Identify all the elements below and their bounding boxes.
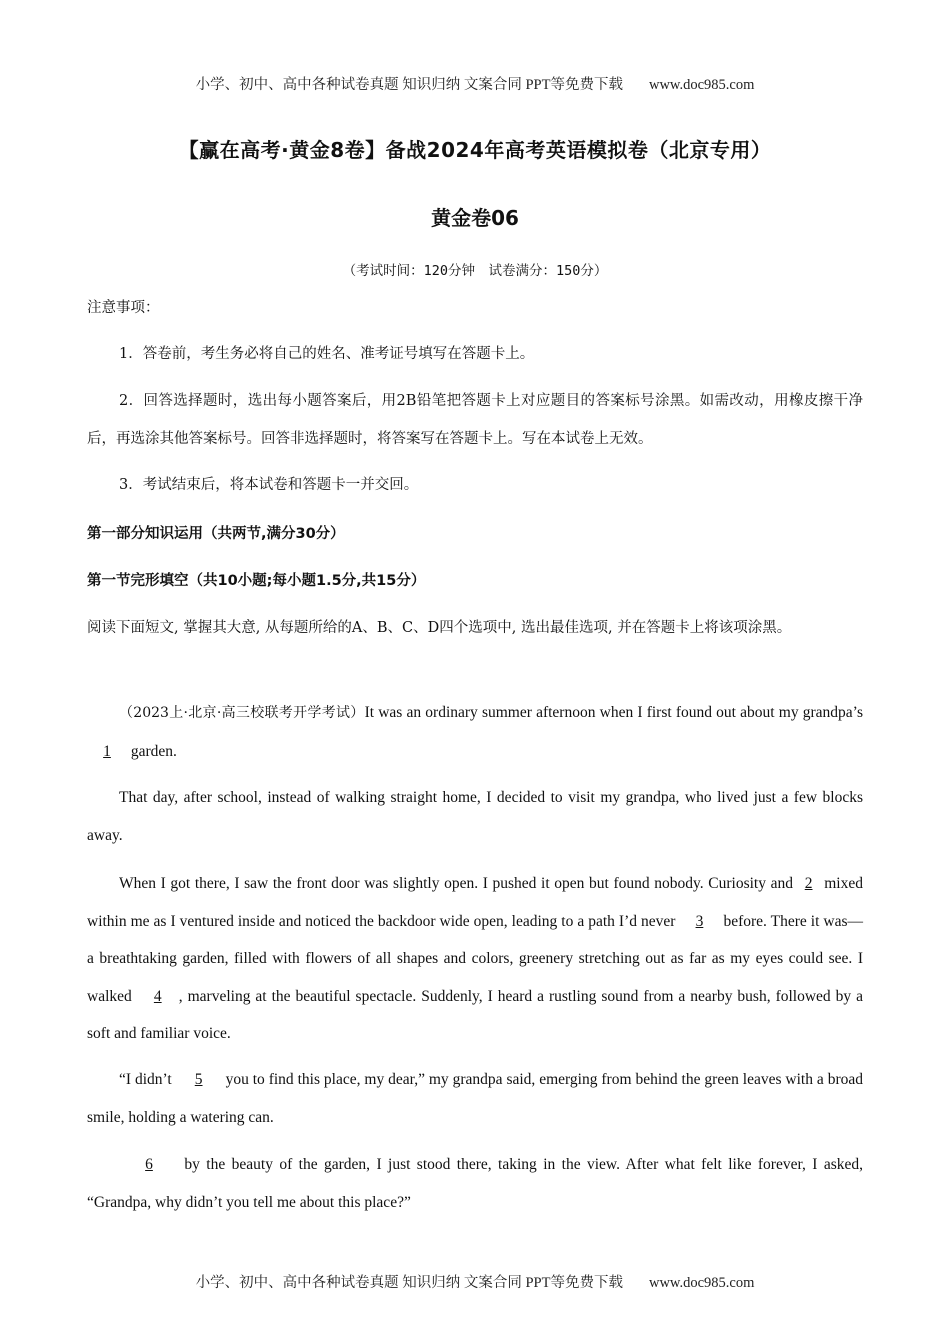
passage-paragraph-3: When I got there, I saw the front door was slightly open. I pushed it open but found nobody. Curiosity and 2 mixed within me as I ventured inside and noticed the backdoor wide open, leading to a path I’d never 3 before. There it was—a breathtaking garden, filled with flowers of all shapes and colors, greenery stretching out as far as my eyes could see. I walked 4 , marveling at the beautiful spectacle. Suddenly, I heard a rustling sound from a nearby bush, followed by a soft and familiar voice.	[87, 865, 863, 1053]
blank-5: 5	[194, 1071, 203, 1088]
paper-title: 【赢在高考·黄金8卷】备战2024年高考英语模拟卷（北京专用）	[178, 138, 772, 162]
blank-2: 2	[804, 875, 813, 892]
page-footer	[0, 1271, 950, 1292]
footer-text: 小学、初中、高中各种试卷真题 知识归纳 文案合同 PPT等免费下载	[195, 1275, 623, 1291]
passage-paragraph-1: （2023上·北京·高三校联考开学考试）It was an ordinary summer afternoon when I first found out about my grandpa’s 1 garden.	[87, 694, 863, 770]
notice-item-2: 2．回答选择题时，选出每小题答案后，用2B铅笔把答题卡上对应题目的答案标号涂黑。如需改动，用橡皮擦干净后，再选涂其他答案标号。回答非选择题时，将答案写在答题卡上。写在本试卷上无效。	[87, 393, 863, 447]
page-header	[0, 73, 950, 94]
header-site-link[interactable]: www.doc985.com	[648, 77, 755, 93]
notice-item-3: 3．考试结束后，将本试卷和答题卡一并交回。	[119, 477, 419, 493]
blank-1: 1	[103, 742, 111, 760]
passage-paragraph-4: “I didn’t 5 you to find this place, my dear,” my grandpa said, emerging from behind the green leaves with a broad smile, holding a watering can.	[87, 1061, 863, 1136]
header-text: 小学、初中、高中各种试卷真题 知识归纳 文案合同 PPT等免费下载	[195, 77, 623, 93]
instructions: 阅读下面短文, 掌握其大意, 从每题所给的A、B、C、D四个选项中, 选出最佳选项, 并在答题卡上将该项涂黑。	[87, 620, 792, 636]
paper-subtitle: 黄金卷06	[431, 206, 519, 230]
notice-item-1: 1．答卷前，考生务必将自己的姓名、准考证号填写在答题卡上。	[119, 346, 535, 362]
passage-paragraph-2: That day, after school, instead of walking straight home, I decided to visit my grandpa, who lived just a few blocks away.	[87, 789, 863, 844]
blank-4: 4	[153, 987, 162, 1005]
part1-heading: 第一部分知识运用（共两节,满分30分）	[87, 526, 345, 542]
source-note: （2023上·北京·高三校联考开学考试）	[119, 705, 365, 721]
notice-heading: 注意事项：	[87, 300, 160, 316]
footer-site-link[interactable]: www.doc985.com	[648, 1275, 755, 1291]
section1-heading: 第一节完形填空（共10小题;每小题1.5分,共15分）	[87, 573, 426, 589]
exam-time-info: （考试时间：120分钟 试卷满分：150分）	[342, 263, 608, 279]
blank-3: 3	[695, 912, 704, 930]
blank-6: 6	[145, 1156, 153, 1173]
passage-paragraph-5: 6 by the beauty of the garden, I just stood there, taking in the view. After what felt like forever, I asked, “Grandpa, why didn’t you tell me about this place?”	[87, 1146, 863, 1221]
